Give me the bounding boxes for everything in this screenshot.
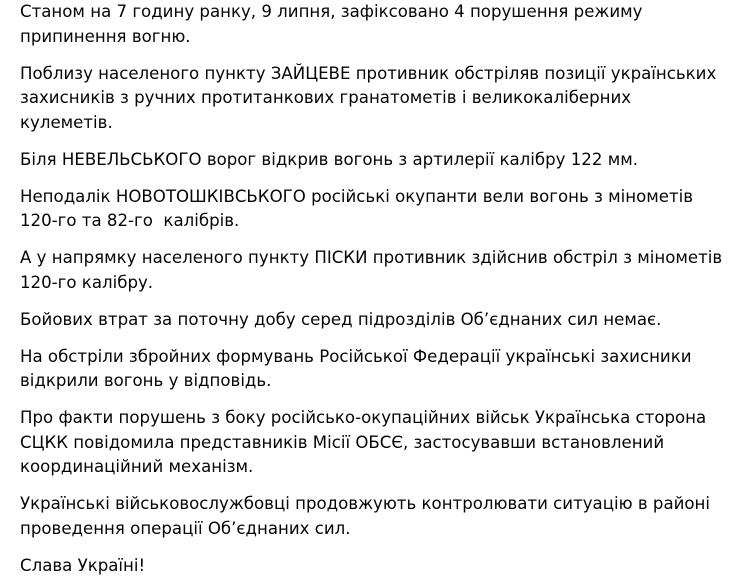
paragraph-no-losses: Бойових втрат за поточну добу серед підрозділів Об’єднаних сил немає. — [20, 308, 723, 333]
paragraph-novotoshkivske: Неподалік НОВОТОШКІВСЬКОГО російські окупанти вели вогонь з мінометів 120-го та 82-го калібрів. — [20, 185, 723, 234]
paragraph-nevelske: Біля НЕВЕЛЬСЬКОГО ворог відкрив вогонь з артилерії калібру 122 мм. — [20, 148, 723, 173]
paragraph-return-fire: На обстріли збройних формувань Російської Федерації українські захисники відкрили вогонь у відповідь. — [20, 345, 723, 394]
paragraph-jccc-osce: Про факти порушень з боку російсько-окупаційних військ Українська сторона СЦКК повідомила представників Місії ОБСЄ, застосувавши встановлений координаційний механізм. — [20, 406, 723, 480]
paragraph-glory-to-ukraine: Слава Україні! — [20, 554, 723, 578]
paragraph-ceasefire-violations: Станом на 7 годину ранку, 9 липня, зафіксовано 4 порушення режиму припинення вогню. — [20, 0, 723, 49]
paragraph-zaitseve: Поблизу населеного пункту ЗАЙЦЕВЕ противник обстріляв позиції українських захисників з ручних протитанкових гранатометів і великокаліберних кулеметів. — [20, 62, 723, 136]
paragraph-control-situation: Українські військовослужбовці продовжують контролювати ситуацію в районі проведення операції Об’єднаних сил. — [20, 492, 723, 541]
paragraph-pisky: А у напрямку населеного пункту ПІСКИ противник здійснив обстріл з мінометів 120-го калібру. — [20, 246, 723, 295]
